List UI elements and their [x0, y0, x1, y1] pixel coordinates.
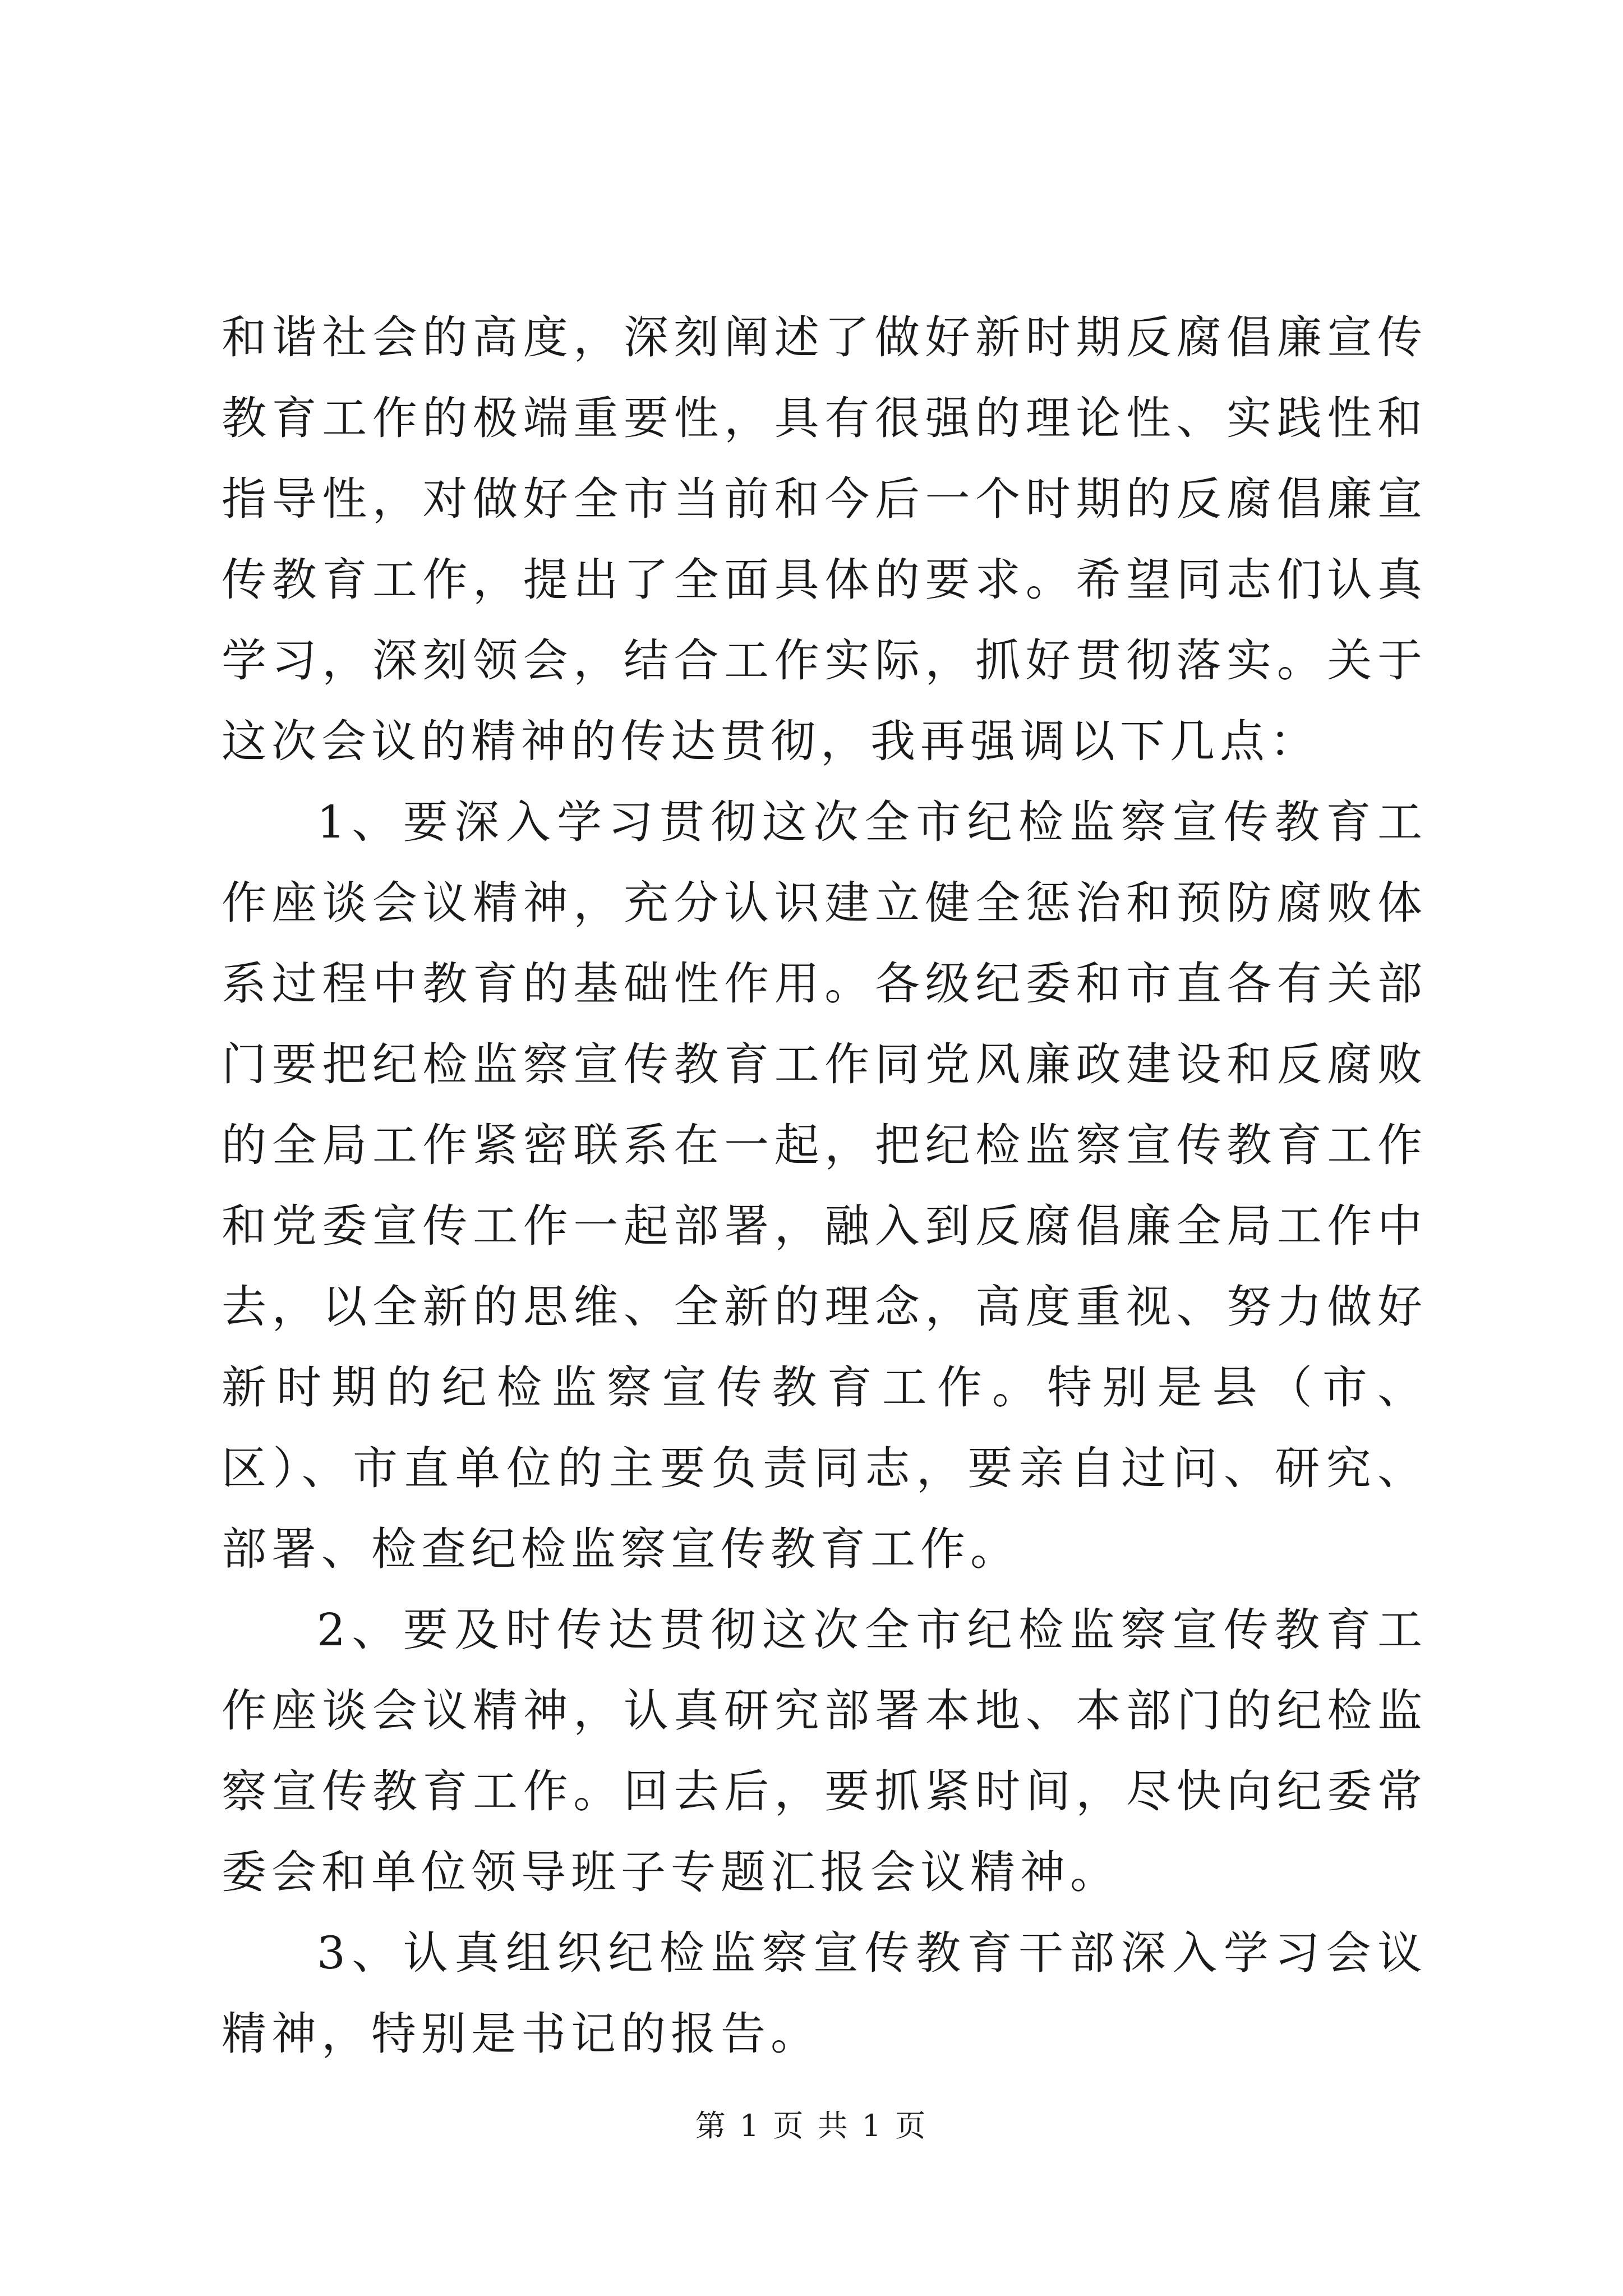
paragraph-intro: 和谐社会的高度，深刻阐述了做好新时期反腐倡廉宣传教育工作的极端重要性，具有很强的理论性、实践性和指导性，对做好全市当前和今后一个时期的反腐倡廉宣传教育工作，提出了全面具体的要求。希望同志们认真学习，深刻领会，结合工作实际，抓好贯彻落实。关于这次会议的精神的传达贯彻，我再强调以下几点：: [222, 311, 1427, 767]
paragraph-point-3: 3、认真组织纪检监察宣传教育干部深入学习会议精神，特别是书记的报告。: [222, 1927, 1427, 2060]
paragraph-point-1: 1、要深入学习贯彻这次全市纪检监察宣传教育工作座谈会议精神，充分认识建立健全惩治和预防腐败体系过程中教育的基础性作用。各级纪委和市直各有关部门要把纪检监察宣传教育工作同党风廉政建设和反腐败的全局工作紧密联系在一起，把纪检监察宣传教育工作和党委宣传工作一起部署，融入到反腐倡廉全局工作中去，以全新的思维、全新的理念，高度重视、努力做好新时期的纪检监察宣传教育工作。特别是县（市、区）、市直单位的主要负责同志，要亲自过问、研究、部署、检查纪检监察宣传教育工作。: [222, 796, 1427, 1575]
paragraph-point-2: 2、要及时传达贯彻这次全市纪检监察宣传教育工作座谈会议精神，认真研究部署本地、本部门的纪检监察宣传教育工作。回去后，要抓紧时间，尽快向纪委常委会和单位领导班子专题汇报会议精神。: [222, 1604, 1427, 1898]
document-body: [222, 297, 1427, 2074]
page-number-footer: 第 1 页 共 1 页: [695, 2108, 928, 2143]
